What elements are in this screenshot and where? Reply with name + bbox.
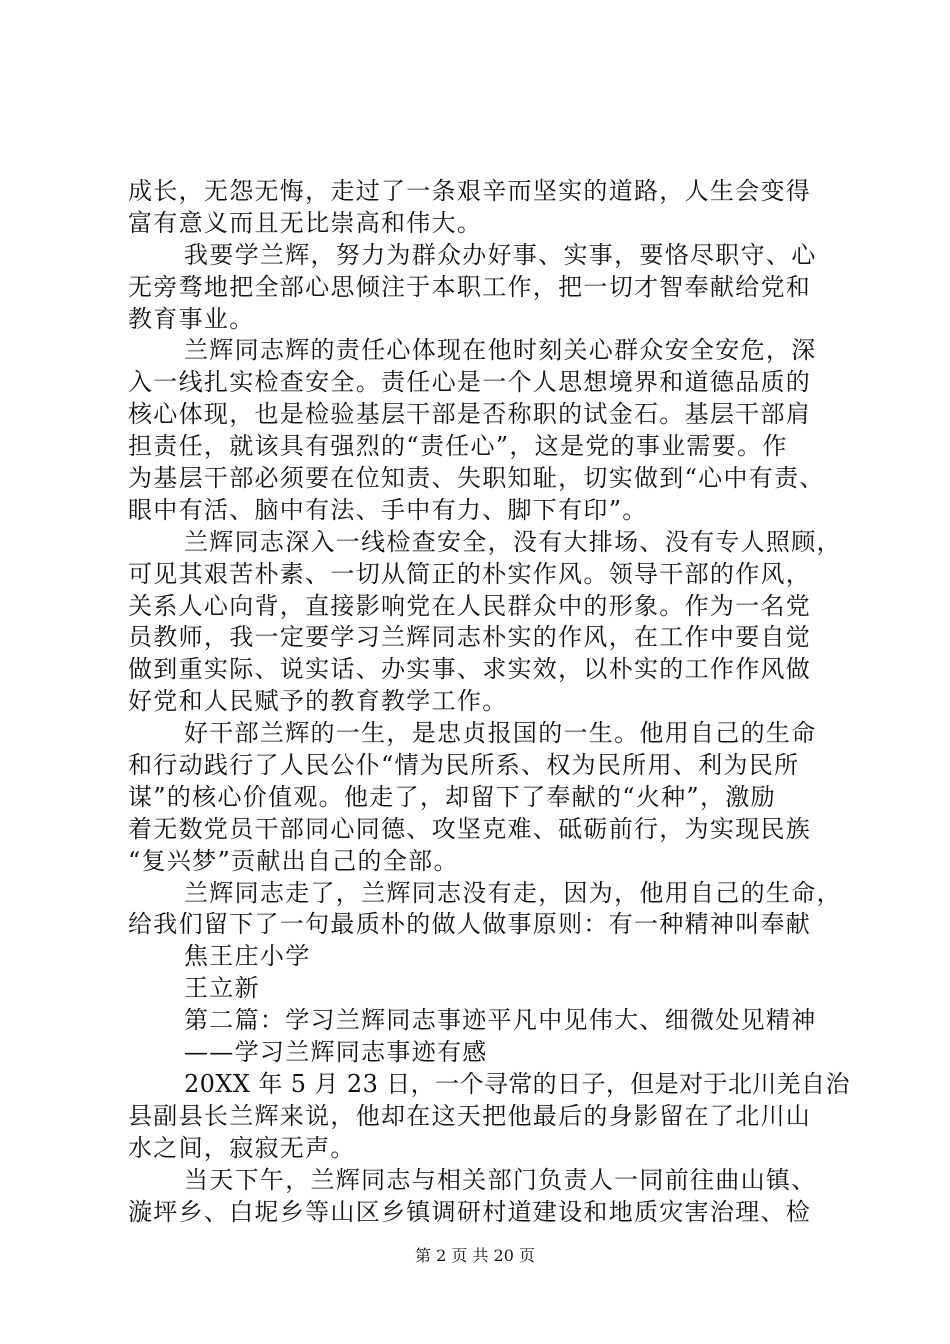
- text-line: 县副县长兰辉来说，他却在这天把他最后的身影留在了北川山: [128, 1101, 812, 1130]
- text-line: 好干部兰辉的一生，是忠贞报国的一生。他用自己的生命: [184, 719, 817, 748]
- text-line: 第二篇：学习兰辉同志事迹平凡中见伟大、细微处见精神: [184, 1006, 817, 1035]
- text-line: 员教师，我一定要学习兰辉同志朴实的作风，在工作中要自觉: [128, 623, 812, 652]
- text-line: 20XX 年 5 月 23 日，一个寻常的日子，但是对于北川羌自治: [184, 1069, 850, 1098]
- text-line: 王立新: [184, 974, 260, 1003]
- text-line: 和行动践行了人民公仆“情为民所系、权为民所用、利为民所: [128, 751, 800, 780]
- text-line: 为基层干部必须要在位知责、失职知耻，切实做到“心中有责、: [128, 464, 825, 493]
- text-line: 兰辉同志辉的责任心体现在他时刻关心群众安全安危，深: [184, 336, 817, 365]
- text-line: 当天下午，兰辉同志与相关部门负责人一同前往曲山镇、: [184, 1165, 817, 1194]
- text-line: 焦王庄小学: [184, 942, 311, 971]
- text-line: 核心体现，也是检验基层干部是否称职的试金石。基层干部肩: [128, 400, 812, 429]
- text-line: 谋”的核心价值观。他走了，却留下了奉献的“火种”，激励: [128, 782, 776, 811]
- text-line: 做到重实际、说实话、办实事、求实效，以朴实的工作作风做: [128, 655, 812, 684]
- text-line: 富有意义而且无比崇高和伟大。: [128, 208, 483, 237]
- text-line: 教育事业。: [128, 304, 255, 333]
- text-line: 关系人心向背，直接影响党在人民群众中的形象。作为一名党: [128, 591, 812, 620]
- page-number-footer: 第 2 页 共 20 页: [415, 1246, 535, 1265]
- text-line: 可见其艰苦朴素、一切从简正的朴实作风。领导干部的作风，: [128, 559, 812, 588]
- text-line: 眼中有活、脑中有法、手中有力、脚下有印”。: [128, 495, 648, 524]
- text-line: 担责任，就该具有强烈的“责任心”，这是党的事业需要。作: [128, 432, 788, 461]
- text-line: 兰辉同志走了，兰辉同志没有走，因为，他用自己的生命，: [184, 878, 842, 907]
- text-line: ——学习兰辉同志事迹有感: [184, 1038, 488, 1067]
- text-line: “复兴梦”贡献出自己的全部。: [128, 846, 459, 875]
- text-line: 着无数党员干部同心同德、攻坚克难、砥砺前行，为实现民族: [128, 814, 812, 843]
- text-line: 漩坪乡、白坭乡等山区乡镇调研村道建设和地质灾害治理、检: [128, 1197, 812, 1226]
- text-line: 入一线扎实检查安全。责任心是一个人思想境界和道德品质的: [128, 368, 812, 397]
- text-line: 给我们留下了一句最质朴的做人做事原则：有一种精神叫奉献: [128, 910, 812, 939]
- text-line: 好党和人民赋予的教育教学工作。: [128, 687, 508, 716]
- text-line: 我要学兰辉，努力为群众办好事、实事，要恪尽职守、心: [184, 240, 817, 269]
- document-body: [128, 176, 850, 1228]
- text-line: 水之间，寂寂无声。: [128, 1133, 356, 1162]
- text-line: 成长，无怨无悔，走过了一条艰辛而坚实的道路，人生会变得: [128, 177, 812, 205]
- text-line: 兰辉同志深入一线检查安全，没有大排场、没有专人照顾，: [184, 527, 842, 556]
- text-line: 无旁骛地把全部心思倾注于本职工作，把一切才智奉献给党和: [128, 272, 812, 301]
